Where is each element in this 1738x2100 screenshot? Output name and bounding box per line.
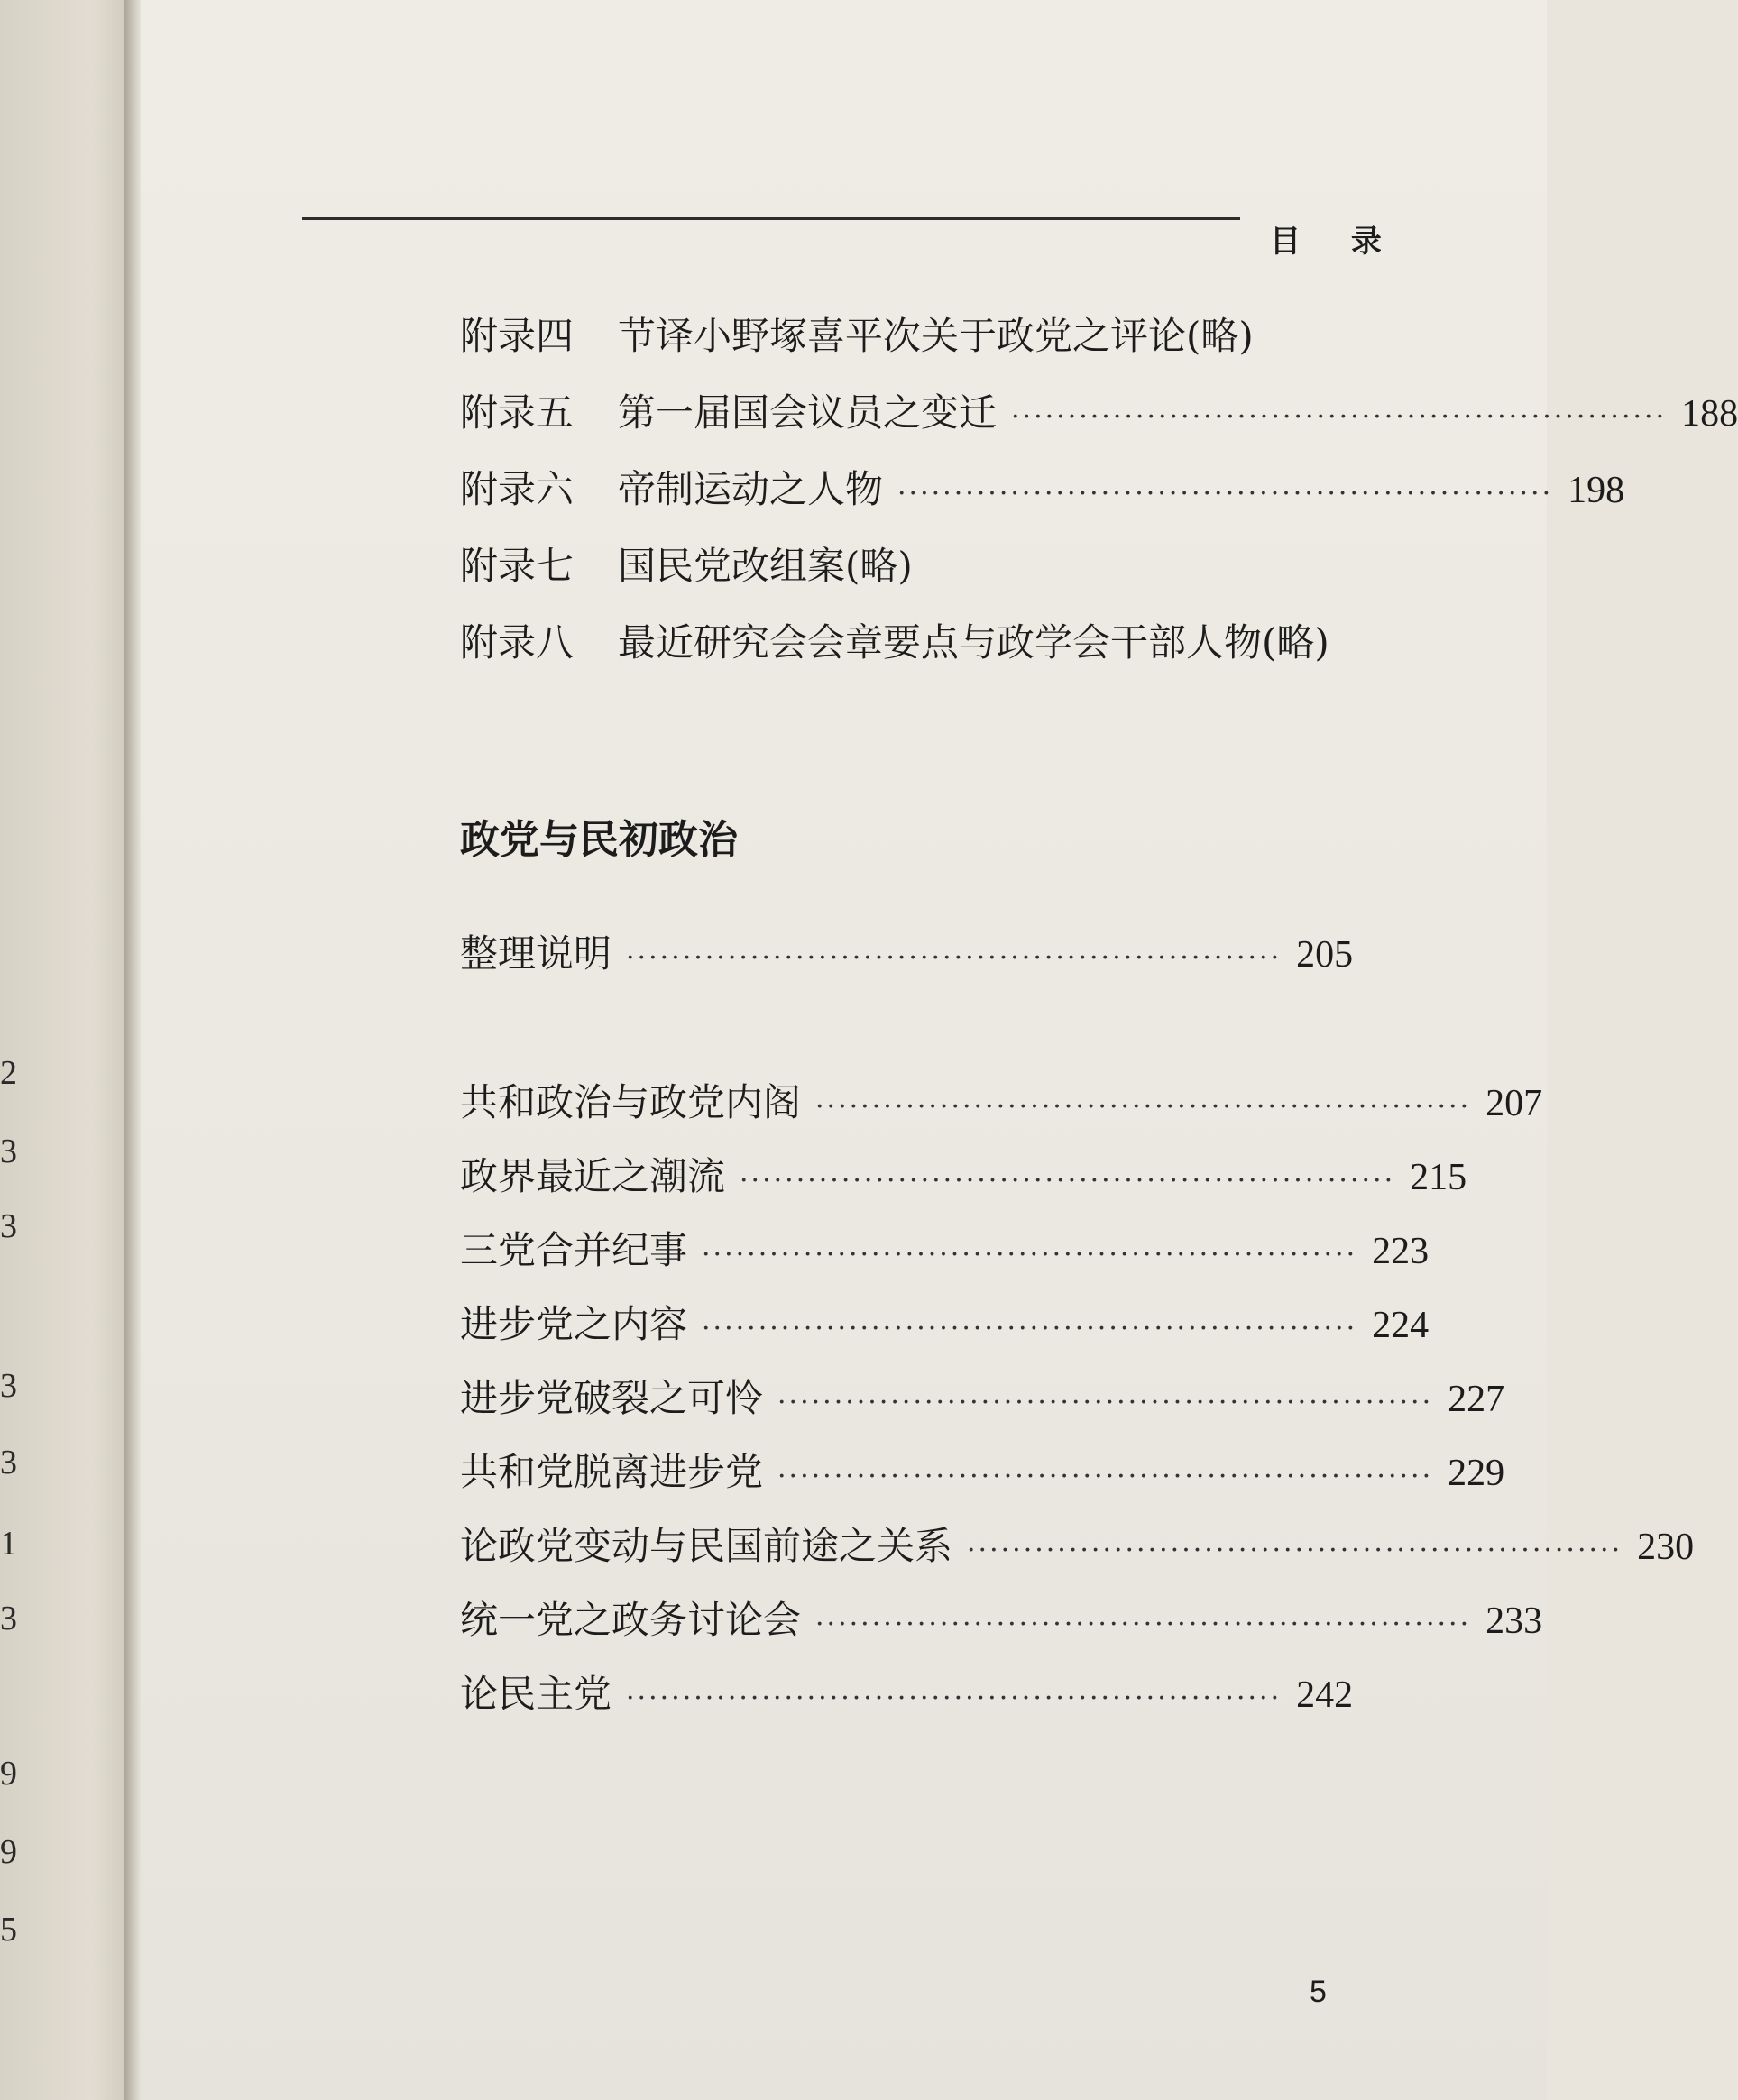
entry-title: 整理说明 xyxy=(460,931,612,976)
page-number: 224 xyxy=(1372,1305,1430,1346)
appendix-title: 最近研究会会章要点与政学会干部人物(略) xyxy=(618,620,1329,665)
appendix-title: 节译小野塚喜平次关于政党之评论(略) xyxy=(618,314,1254,358)
appendix-entry xyxy=(460,307,1362,361)
appendix-title: 第一届国会议员之变迁 xyxy=(618,390,998,435)
facing-page-number: 3 xyxy=(0,1600,17,1637)
appendix-entry xyxy=(460,460,1625,514)
page-number: 242 xyxy=(1296,1674,1354,1716)
book-gutter xyxy=(124,0,141,2100)
facing-page-number: 3 xyxy=(0,1207,17,1245)
running-header: 目 录 xyxy=(1270,224,1402,260)
entry-title: 三党合并纪事 xyxy=(460,1228,688,1272)
leader-dots: ·························································· xyxy=(702,1313,1358,1344)
page-number: 188 xyxy=(1681,393,1738,435)
toc-entry xyxy=(460,1443,1505,1497)
entry-title: 论政党变动与民国前途之关系 xyxy=(460,1524,953,1568)
leader-dots: ·························································· xyxy=(815,1609,1472,1640)
facing-page-number: 1 xyxy=(0,1525,17,1563)
appendix-label: 附录六 xyxy=(460,467,575,511)
leader-dots: ·························································· xyxy=(626,1683,1283,1714)
leader-dots: ·························································· xyxy=(777,1387,1434,1418)
facing-page-number: 2 xyxy=(0,1054,17,1092)
entry-title: 共和政治与政党内阁 xyxy=(460,1080,802,1124)
facing-page-number: 3 xyxy=(0,1444,17,1481)
appendix-title: 国民党改组案(略) xyxy=(618,544,913,588)
leader-dots: ·························································· xyxy=(897,478,1554,509)
entry-title: 统一党之政务讨论会 xyxy=(460,1598,802,1642)
appendix-entry xyxy=(460,613,1362,667)
appendix-label: 附录七 xyxy=(460,544,575,588)
leader-dots: ·························································· xyxy=(740,1165,1396,1197)
toc-entry xyxy=(460,1221,1430,1275)
page-number: 207 xyxy=(1485,1083,1543,1124)
page-number: 205 xyxy=(1296,934,1354,976)
appendix-label: 附录五 xyxy=(460,390,575,435)
facing-page-number: 9 xyxy=(0,1833,17,1871)
page-number: 198 xyxy=(1568,470,1625,511)
toc-entry xyxy=(460,1147,1467,1201)
page-number: 215 xyxy=(1410,1157,1467,1198)
appendix-label: 附录四 xyxy=(460,314,575,358)
facing-page-number: 3 xyxy=(0,1133,17,1170)
leader-dots: ·························································· xyxy=(626,942,1283,974)
page-number: 233 xyxy=(1485,1600,1543,1642)
leader-dots: ·························································· xyxy=(815,1091,1472,1123)
toc-entry xyxy=(460,1295,1430,1349)
header-rule xyxy=(302,217,1240,220)
facing-page-edge xyxy=(0,0,131,2100)
toc-entry xyxy=(460,1664,1354,1719)
appendix-title: 帝制运动之人物 xyxy=(618,467,884,511)
leader-dots: ·························································· xyxy=(777,1461,1434,1492)
toc-entry xyxy=(460,1517,1695,1571)
toc-entry xyxy=(460,1369,1505,1423)
section-heading: 政党与民初政治 xyxy=(460,817,738,863)
page-number: 227 xyxy=(1448,1379,1505,1420)
leader-dots: ·························································· xyxy=(702,1239,1358,1270)
entry-title: 进步党之内容 xyxy=(460,1302,688,1346)
facing-page-number: 3 xyxy=(0,1367,17,1405)
entry-title: 论民主党 xyxy=(460,1672,612,1716)
appendix-entry xyxy=(460,383,1738,437)
entry-title: 政界最近之潮流 xyxy=(460,1154,726,1198)
leader-dots: ·························································· xyxy=(1011,401,1668,433)
entry-title: 进步党破裂之可怜 xyxy=(460,1376,764,1420)
facing-page-number: 9 xyxy=(0,1755,17,1793)
toc-entry xyxy=(460,1591,1543,1645)
appendix-entry xyxy=(460,536,1362,591)
page-folio: 5 xyxy=(1310,1975,1327,2009)
toc-entry xyxy=(460,1073,1543,1127)
entry-title: 共和党脱离进步党 xyxy=(460,1450,764,1494)
facing-page-number: 5 xyxy=(0,1911,17,1949)
page-number: 230 xyxy=(1637,1527,1695,1568)
page-number: 223 xyxy=(1372,1231,1430,1272)
page-number: 229 xyxy=(1448,1453,1505,1494)
toc-entry xyxy=(460,924,1354,978)
appendix-label: 附录八 xyxy=(460,620,575,665)
leader-dots: ·························································· xyxy=(967,1535,1623,1566)
